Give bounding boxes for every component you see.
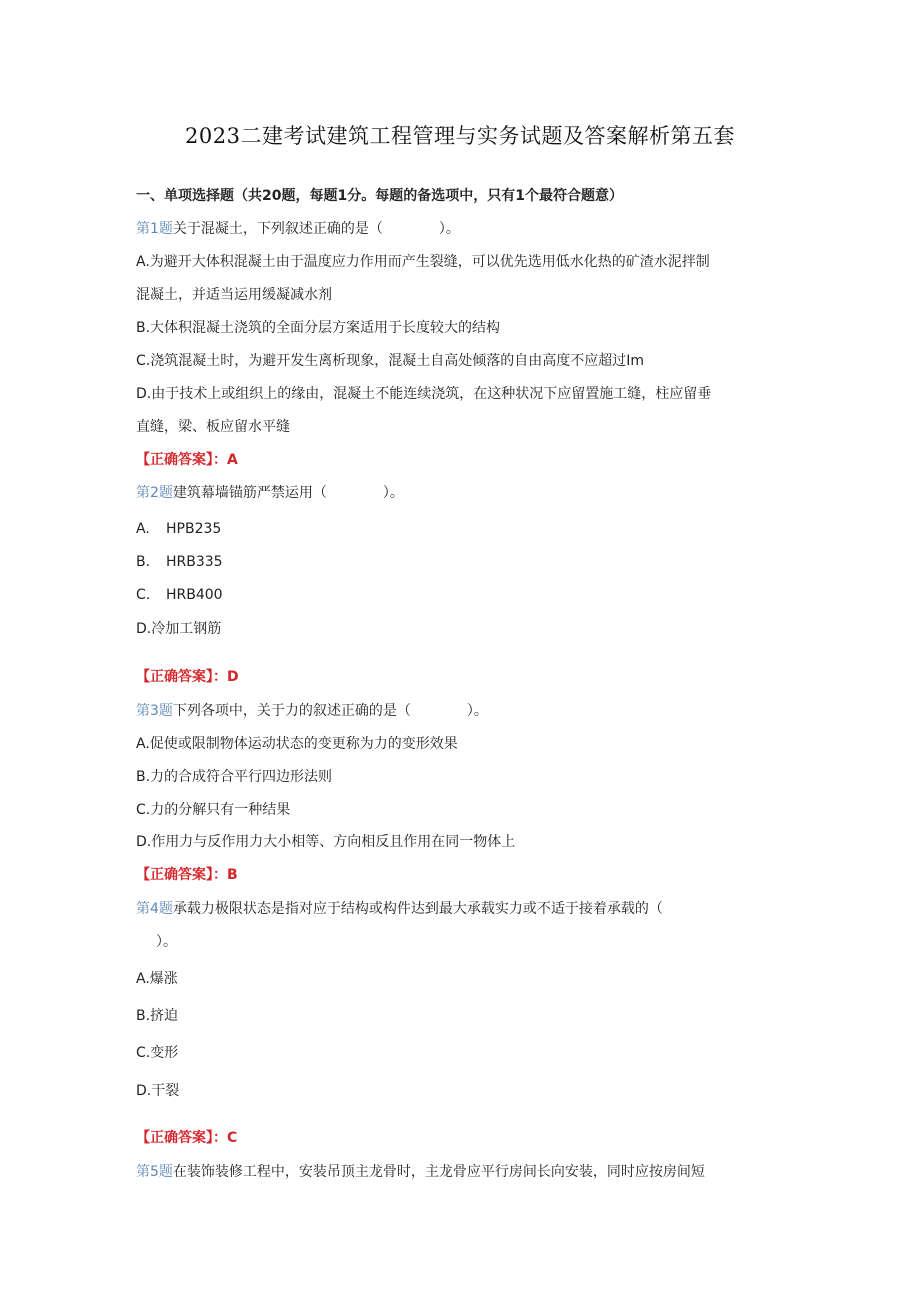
question-3-option-b: B.力的合成符合平行四边形法则 — [136, 769, 333, 785]
question-number: 第3题 — [136, 703, 173, 719]
question-3-option-c: C.力的分解只有一种结果 — [136, 802, 291, 818]
answer-label: 【正确答案】： — [136, 1130, 227, 1146]
option-text: HPB235 — [166, 521, 222, 537]
option-letter: C. — [136, 587, 151, 603]
question-1-option-b: B.大体积混凝土浇筑的全面分层方案适用于长度较大的结构 — [136, 320, 501, 336]
question-4-option-c: C.变形 — [136, 1045, 179, 1061]
question-2-stem — [136, 483, 404, 503]
answer-label: 【正确答案】： — [136, 452, 227, 468]
question-1-option-d-cont: 直缝，梁、板应留水平缝 — [136, 419, 290, 435]
question-1-option-c: C.浇筑混凝土时，为避开发生离析现象，混凝土自高处倾落的自由高度不应超过Im — [136, 353, 644, 369]
question-3-stem — [136, 701, 488, 721]
question-number: 第2题 — [136, 485, 173, 501]
question-3-answer — [136, 865, 238, 885]
question-3-option-a: A.促使或限制物体运动状态的变更称为力的变形效果 — [136, 736, 458, 752]
option-text: HRB400 — [166, 587, 223, 603]
question-1-stem — [136, 219, 460, 239]
question-4-answer — [136, 1128, 237, 1148]
option-text: 冷加工钢筋 — [151, 621, 222, 637]
answer-label: 【正确答案】： — [136, 669, 227, 685]
question-number: 第4题 — [136, 901, 173, 917]
question-2-option-a — [136, 519, 221, 539]
answer-value: B — [227, 867, 238, 883]
question-2-answer — [136, 667, 239, 687]
question-text: 在装饰装修工程中，安装吊顶主龙骨时，主龙骨应平行房间长向安装，同时应按房间短 — [172, 1164, 705, 1180]
question-text: 关于混凝土，下列叙述正确的是（ ）。 — [172, 221, 460, 237]
option-text: HRB335 — [166, 554, 223, 570]
question-2-option-d — [136, 619, 221, 639]
section-heading: 一、单项选择题（共20题，每题1分。每题的备选项中，只有1个最符合题意） — [136, 188, 623, 204]
question-number: 第1题 — [136, 221, 173, 237]
answer-value: A — [227, 452, 238, 468]
question-1-answer — [136, 450, 238, 470]
question-text: 承载力极限状态是指对应于结构或构件达到最大承载实力或不适于接着承载的（ — [172, 901, 663, 917]
option-letter: A. — [136, 521, 150, 537]
question-4-option-d: D.干裂 — [136, 1083, 180, 1099]
option-letter: D. — [136, 621, 152, 637]
question-5-stem — [136, 1162, 705, 1182]
answer-value: D — [227, 669, 239, 685]
question-text: 建筑幕墙锚筋严禁运用（ ）。 — [172, 485, 404, 501]
question-number: 第5题 — [136, 1164, 173, 1180]
answer-label: 【正确答案】： — [136, 867, 227, 883]
question-3-option-d: D.作用力与反作用力大小相等、方向相反且作用在同一物体上 — [136, 834, 516, 850]
question-4-option-b: B.挤迫 — [136, 1008, 179, 1024]
question-1-option-a: A.为避开大体积混凝土由于温度应力作用而产生裂缝，可以优先选用低水化热的矿渣水泥拌制 — [136, 254, 710, 270]
question-2-option-c — [136, 585, 223, 605]
question-2-option-b — [136, 552, 223, 572]
answer-value: C — [227, 1130, 238, 1146]
question-1-option-a-cont: 混凝土，并适当运用缓凝减水剂 — [136, 287, 332, 303]
question-4-stem — [136, 899, 663, 919]
question-4-option-a: A.爆涨 — [136, 971, 178, 987]
question-text: 下列各项中，关于力的叙述正确的是（ ）。 — [172, 703, 488, 719]
document-title: 2023二建考试建筑工程管理与实务试题及答案解析第五套 — [185, 124, 735, 148]
question-1-option-d: D.由于技术上或组织上的缘由，混凝土不能连续浇筑，在这种状况下应留置施工缝，柱应留垂 — [136, 386, 712, 402]
option-letter: B. — [136, 554, 151, 570]
question-4-stem-cont: ）。 — [142, 934, 177, 950]
